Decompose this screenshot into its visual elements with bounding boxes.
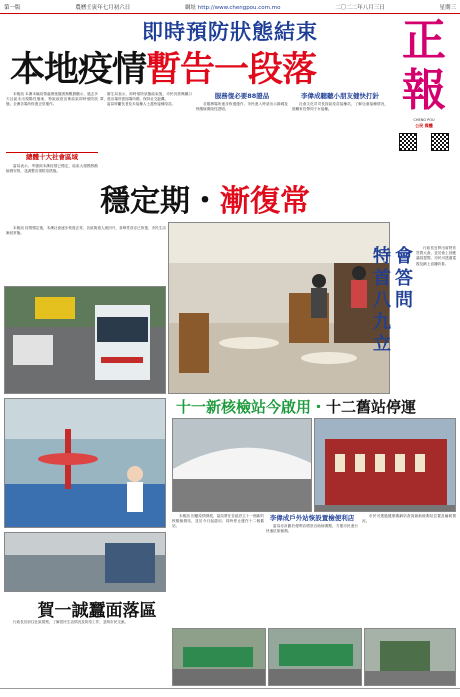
tests-banner bbox=[176, 396, 417, 416]
issue-date: 二〇二二年八月三日 bbox=[335, 4, 385, 11]
photo-test-station bbox=[172, 418, 312, 512]
col4-heading bbox=[292, 92, 388, 101]
url-line bbox=[185, 3, 281, 11]
feature-body-left: 本報訊 疫情穩定後，本澳社會逐步恢復正常，各區街道人流回升，食肆堂食亦已恢復，市民生活漸回常態。 bbox=[6, 226, 166, 236]
page-number: 第一版 bbox=[4, 4, 21, 11]
lead-headline bbox=[10, 42, 386, 90]
qr-code-icon[interactable] bbox=[431, 133, 449, 151]
headline-black-part: 本地疫情 bbox=[10, 50, 147, 90]
photo-bus-street-image bbox=[5, 287, 166, 394]
brand-name-1: 正 bbox=[402, 15, 446, 66]
left-box-title: 總體十大社會區域 bbox=[26, 153, 78, 161]
photo-red-building-image bbox=[315, 419, 456, 512]
photo-red-building bbox=[314, 418, 456, 512]
photo-playground bbox=[4, 398, 166, 528]
photo-street-stall-image bbox=[5, 533, 166, 592]
bottom-story-title: 賀一誠蠶面落區 bbox=[37, 601, 157, 621]
tests-banner-black: 十二舊站停運 bbox=[326, 398, 417, 416]
col4-body: 社會文化司司長探訪疫苗接種站，了解兒童接種情況，鼓勵家長帶同子女接種。 bbox=[292, 102, 388, 112]
lead-body-col1: 本報訊 本澳本輪疫情處理後隨著無數據顯示，過去多天社區未出現陽性個案，特區政府宣佈結束即時預防狀態，全澳各場所恢復正常運作。 bbox=[6, 92, 98, 107]
lower-col-a-title: 李偉成戶外站恢設置檢便利店 bbox=[269, 514, 355, 522]
photo-bottom-2 bbox=[268, 628, 362, 686]
photo-restaurant-image bbox=[169, 223, 390, 394]
photo-playground-image bbox=[5, 399, 166, 528]
photo-restaurant bbox=[168, 222, 390, 394]
url-link[interactable]: http://www.chengpou.com.mo bbox=[197, 4, 281, 11]
lead-body-col2: 衛生局表示，即時預防狀態結束後，市民仍需佩戴口罩，進出場所需掃場所碼，保持社交距離。 當局呼籲長者及未接種人士盡快接種疫苗。 bbox=[100, 92, 192, 107]
photo-bottom-3 bbox=[364, 628, 456, 686]
lead-kicker: 即時預防狀態結束 bbox=[142, 19, 318, 44]
feature-title bbox=[100, 176, 390, 219]
col3-body: 各服務場所逐步恢復運作，市民進入時須出示綠碼及核酸檢測陰性證明。 bbox=[196, 102, 288, 112]
tests-body-col1: 本報訊 因應疫情發展，當局將在各區設立十一個新的核酸檢測站，並於今日起啟用，同時停止運作十二個舊站。 bbox=[172, 514, 264, 529]
photo-bottom-3-image bbox=[365, 629, 456, 686]
feature-title-red: 漸復常 bbox=[220, 184, 310, 219]
masthead-bar bbox=[0, 0, 460, 14]
left-box-heading bbox=[6, 152, 98, 162]
photo-bottom-1 bbox=[172, 628, 266, 686]
side-story-title-col2: 會答問 bbox=[395, 246, 413, 311]
lunar-date: 農曆壬寅年七月初六日 bbox=[75, 4, 131, 11]
col3-title: 服務復必要88證品 bbox=[214, 92, 270, 100]
left-box-body: 當局表示，考慮到本澳疫情已穩定，結束大規模核酸檢測安排，並調整各項防疫措施。 bbox=[6, 164, 98, 174]
side-story-body: 行政長官將出席特首答問大會，並於會上回應議員提問，市民可透過電視及網上直播收看。 bbox=[416, 246, 456, 266]
feature-title-black: 穩定期・ bbox=[100, 184, 220, 219]
photo-bottom-2-image bbox=[269, 629, 362, 686]
brand-box bbox=[392, 16, 456, 166]
lower-col-a-heading bbox=[266, 514, 358, 523]
photo-bus-street bbox=[4, 286, 166, 394]
lower-col-a-body: 當局亦計劃於便利店增設自助檢測點，方便市民進行快速抗原檢測。 bbox=[266, 524, 358, 534]
tests-banner-green: 十一新核檢站今啟用・ bbox=[176, 398, 327, 416]
col3-heading bbox=[196, 92, 288, 101]
col4-title: 李偉成聽聽小朋友健快打針 bbox=[301, 92, 379, 100]
photo-test-station-image bbox=[173, 419, 312, 512]
url-label: 網址 bbox=[184, 4, 196, 11]
brand-info: CHENG POU bbox=[413, 118, 435, 122]
photo-street-stall bbox=[4, 532, 166, 592]
side-story-title-col1: 特首八九立 bbox=[373, 246, 391, 355]
page-footer bbox=[0, 688, 460, 697]
headline-red-part: 暫告一段落 bbox=[146, 50, 317, 90]
weekday: 星期三 bbox=[439, 4, 456, 11]
brand-tagline: 公民 媒體 bbox=[415, 123, 433, 128]
lower-col-b-body: 市民可透過健康碼網站查詢最新檢測站位置及輪候情況。 bbox=[362, 514, 456, 524]
photo-bottom-1-image bbox=[173, 629, 266, 686]
qr-code-icon[interactable] bbox=[399, 133, 417, 151]
bottom-story-body: 行政長官前往社區視察，了解居民生活情況及防疫工作，並與市民交流。 bbox=[13, 620, 128, 624]
brand-name-2: 報 bbox=[402, 65, 446, 116]
